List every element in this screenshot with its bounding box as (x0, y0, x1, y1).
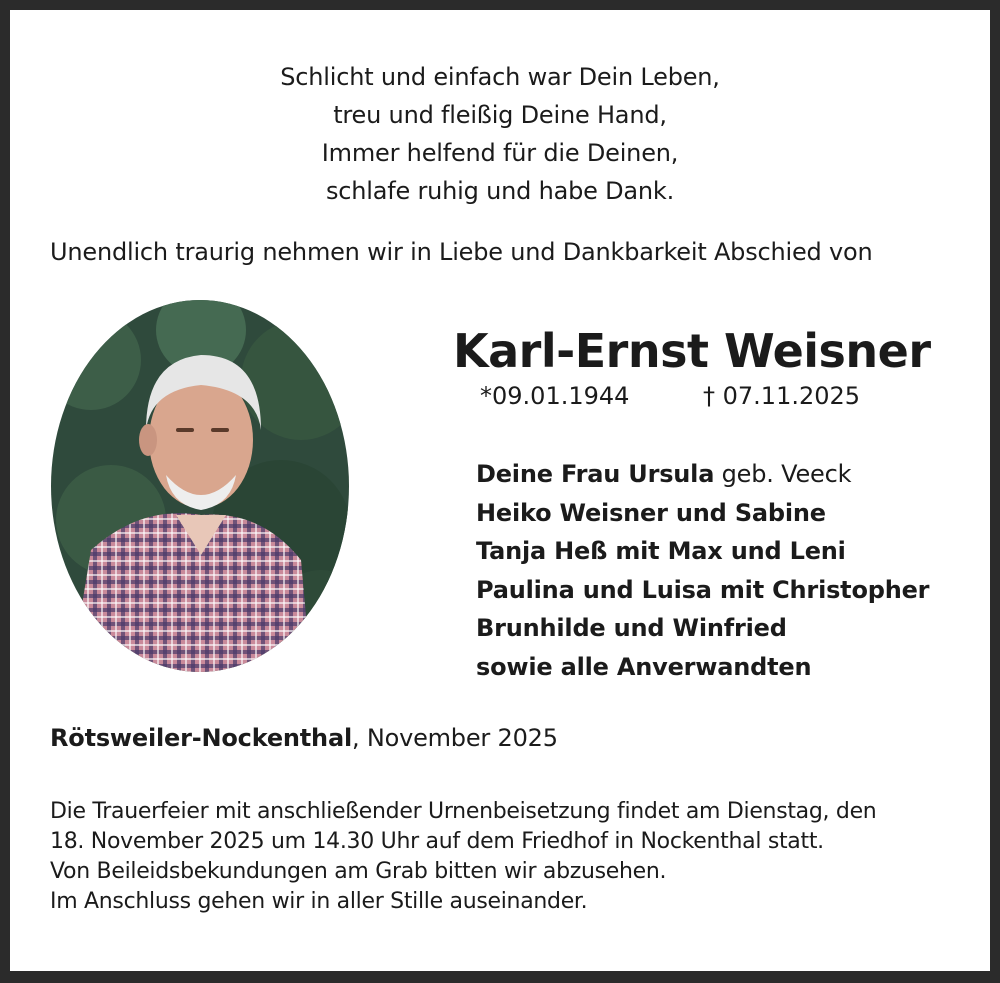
poem (10, 58, 990, 210)
mourner-line: Heiko Weisner und Sabine (476, 498, 826, 527)
birth-date: *09.01.1944 (480, 382, 630, 410)
mourners-list (476, 455, 929, 686)
place-date (50, 724, 558, 752)
mourner-line: Tanja Heß mit Max und Leni (476, 537, 846, 565)
notice-line: 18. November 2025 um 14.30 Uhr auf dem Friedhof in Nockenthal statt. (50, 829, 824, 854)
funeral-notice (50, 797, 876, 917)
intro-text: Unendlich traurig nehmen wir in Liebe und Dankbarkeit Abschied von (50, 238, 873, 266)
month-year: , November 2025 (351, 724, 558, 752)
obituary-card (10, 10, 990, 971)
poem-line: Schlicht und einfach war Dein Leben, (280, 63, 720, 91)
poem-line: treu und fleißig Deine Hand, (333, 101, 667, 129)
portrait-photo (51, 300, 349, 672)
mourner-note: geb. Veeck (714, 460, 852, 488)
death-date: † 07.11.2025 (703, 382, 861, 410)
mourner-line (476, 455, 929, 494)
notice-line: Von Beileidsbekundungen am Grab bitten wir abzusehen. (50, 859, 667, 884)
mourner-line: sowie alle Anverwandten (476, 652, 812, 681)
poem-line: Immer helfend für die Deinen, (321, 139, 679, 167)
town: Rötsweiler-Nockenthal (50, 724, 352, 752)
notice-line: Die Trauerfeier mit anschließender Urnenbeisetzung findet am Dienstag, den (50, 799, 877, 824)
poem-line: schlafe ruhig und habe Dank. (325, 177, 675, 205)
notice-line: Im Anschluss gehen wir in aller Stille auseinander. (50, 889, 588, 914)
deceased-name: Karl-Ernst Weisner (453, 324, 931, 378)
mourner-line: Brunhilde und Winfried (476, 614, 787, 642)
mourner-line: Paulina und Luisa mit Christopher (476, 575, 930, 604)
mourner-name: Deine Frau Ursula (476, 460, 715, 488)
